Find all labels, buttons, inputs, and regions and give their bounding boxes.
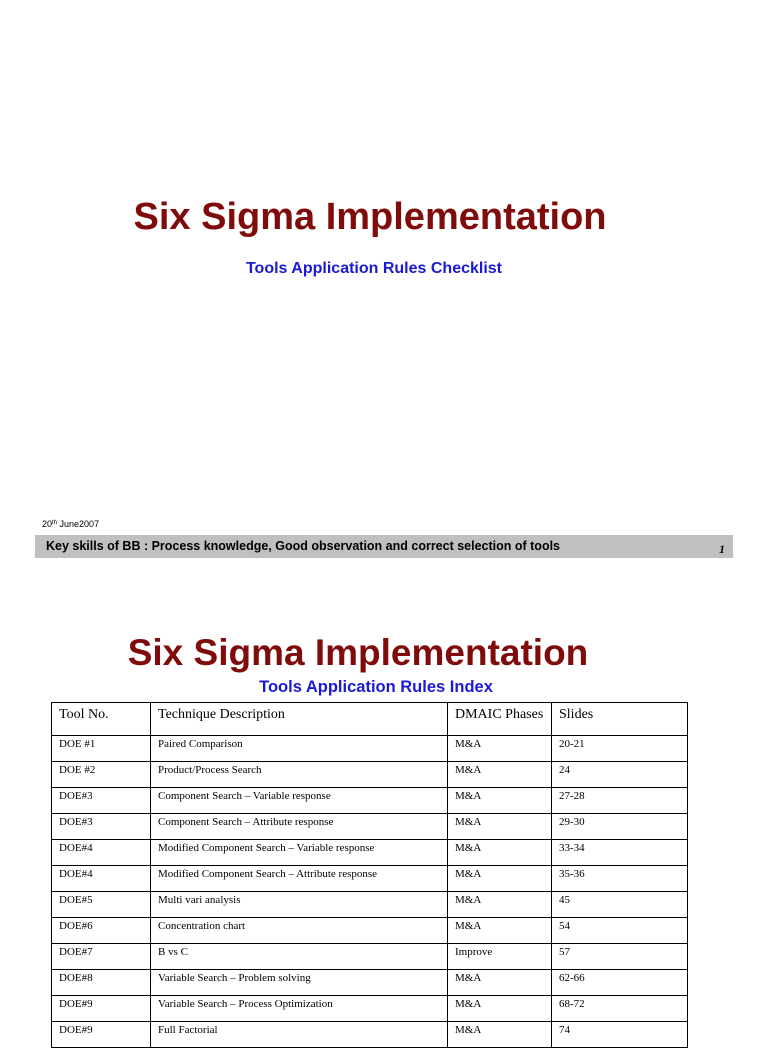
tools-index-table [51,702,688,1048]
slide-1-date [42,519,99,529]
slide-2-title: Six Sigma Implementation [127,632,589,673]
cell-tool-no: DOE#7 [52,944,151,970]
cell-technique: Modified Component Search – Attribute response [151,866,448,892]
cell-technique: Concentration chart [151,918,448,944]
cell-slides: 20-21 [552,736,688,762]
header-slides: Slides [552,703,688,736]
slide-1-subtitle: Tools Application Rules Checklist [245,260,503,277]
cell-dmaic: M&A [448,840,552,866]
cell-tool-no: DOE#6 [52,918,151,944]
page-number: 1 [719,542,725,556]
table-row [52,866,688,892]
cell-slides: 27-28 [552,788,688,814]
cell-tool-no: DOE#9 [52,1022,151,1048]
cell-slides: 68-72 [552,996,688,1022]
cell-dmaic: Improve [448,944,552,970]
slide-2-subtitle: Tools Application Rules Index [259,678,493,696]
table-row [52,788,688,814]
footer-text: Key skills of BB : Process knowledge, Good observation and correct selection of tools [46,539,561,553]
cell-slides: 74 [552,1022,688,1048]
cell-dmaic: M&A [448,918,552,944]
cell-slides: 54 [552,918,688,944]
date-rest: June2007 [57,519,100,529]
cell-dmaic: M&A [448,970,552,996]
cell-dmaic: M&A [448,996,552,1022]
header-technique: Technique Description [151,703,448,736]
header-dmaic: DMAIC Phases [448,703,552,736]
cell-tool-no: DOE#4 [52,866,151,892]
cell-slides: 57 [552,944,688,970]
cell-slides: 45 [552,892,688,918]
cell-dmaic: M&A [448,892,552,918]
table-row [52,996,688,1022]
cell-tool-no: DOE#3 [52,788,151,814]
table-row [52,762,688,788]
date-suffix: th [52,520,58,526]
cell-technique: Multi vari analysis [151,892,448,918]
cell-technique: Paired Comparison [151,736,448,762]
cell-dmaic: M&A [448,736,552,762]
cell-technique: Modified Component Search – Variable response [151,840,448,866]
cell-slides: 29-30 [552,814,688,840]
table-row [52,840,688,866]
cell-technique: Component Search – Attribute response [151,814,448,840]
cell-technique: Component Search – Variable response [151,788,448,814]
cell-technique: Variable Search – Process Optimization [151,996,448,1022]
cell-dmaic: M&A [448,814,552,840]
cell-technique: B vs C [151,944,448,970]
cell-tool-no: DOE#4 [52,840,151,866]
table-row [52,736,688,762]
cell-slides: 62-66 [552,970,688,996]
table-row [52,892,688,918]
cell-tool-no: DOE#9 [52,996,151,1022]
cell-dmaic: M&A [448,866,552,892]
table-row [52,944,688,970]
cell-dmaic: M&A [448,788,552,814]
cell-tool-no: DOE #1 [52,736,151,762]
table-row [52,970,688,996]
cell-technique: Variable Search – Problem solving [151,970,448,996]
table-row [52,1022,688,1048]
cell-tool-no: DOE#8 [52,970,151,996]
slide-1-title: Six Sigma Implementation [133,196,607,238]
cell-slides: 35-36 [552,866,688,892]
cell-dmaic: M&A [448,1022,552,1048]
table-row [52,814,688,840]
cell-tool-no: DOE#5 [52,892,151,918]
date-day: 20 [42,519,53,529]
cell-technique: Full Factorial [151,1022,448,1048]
cell-technique: Product/Process Search [151,762,448,788]
table-header-row [52,703,688,736]
cell-tool-no: DOE #2 [52,762,151,788]
cell-slides: 33-34 [552,840,688,866]
cell-dmaic: M&A [448,762,552,788]
slide-1-footer [35,535,733,558]
header-tool-no: Tool No. [52,703,151,736]
cell-slides: 24 [552,762,688,788]
table-row [52,918,688,944]
cell-tool-no: DOE#3 [52,814,151,840]
